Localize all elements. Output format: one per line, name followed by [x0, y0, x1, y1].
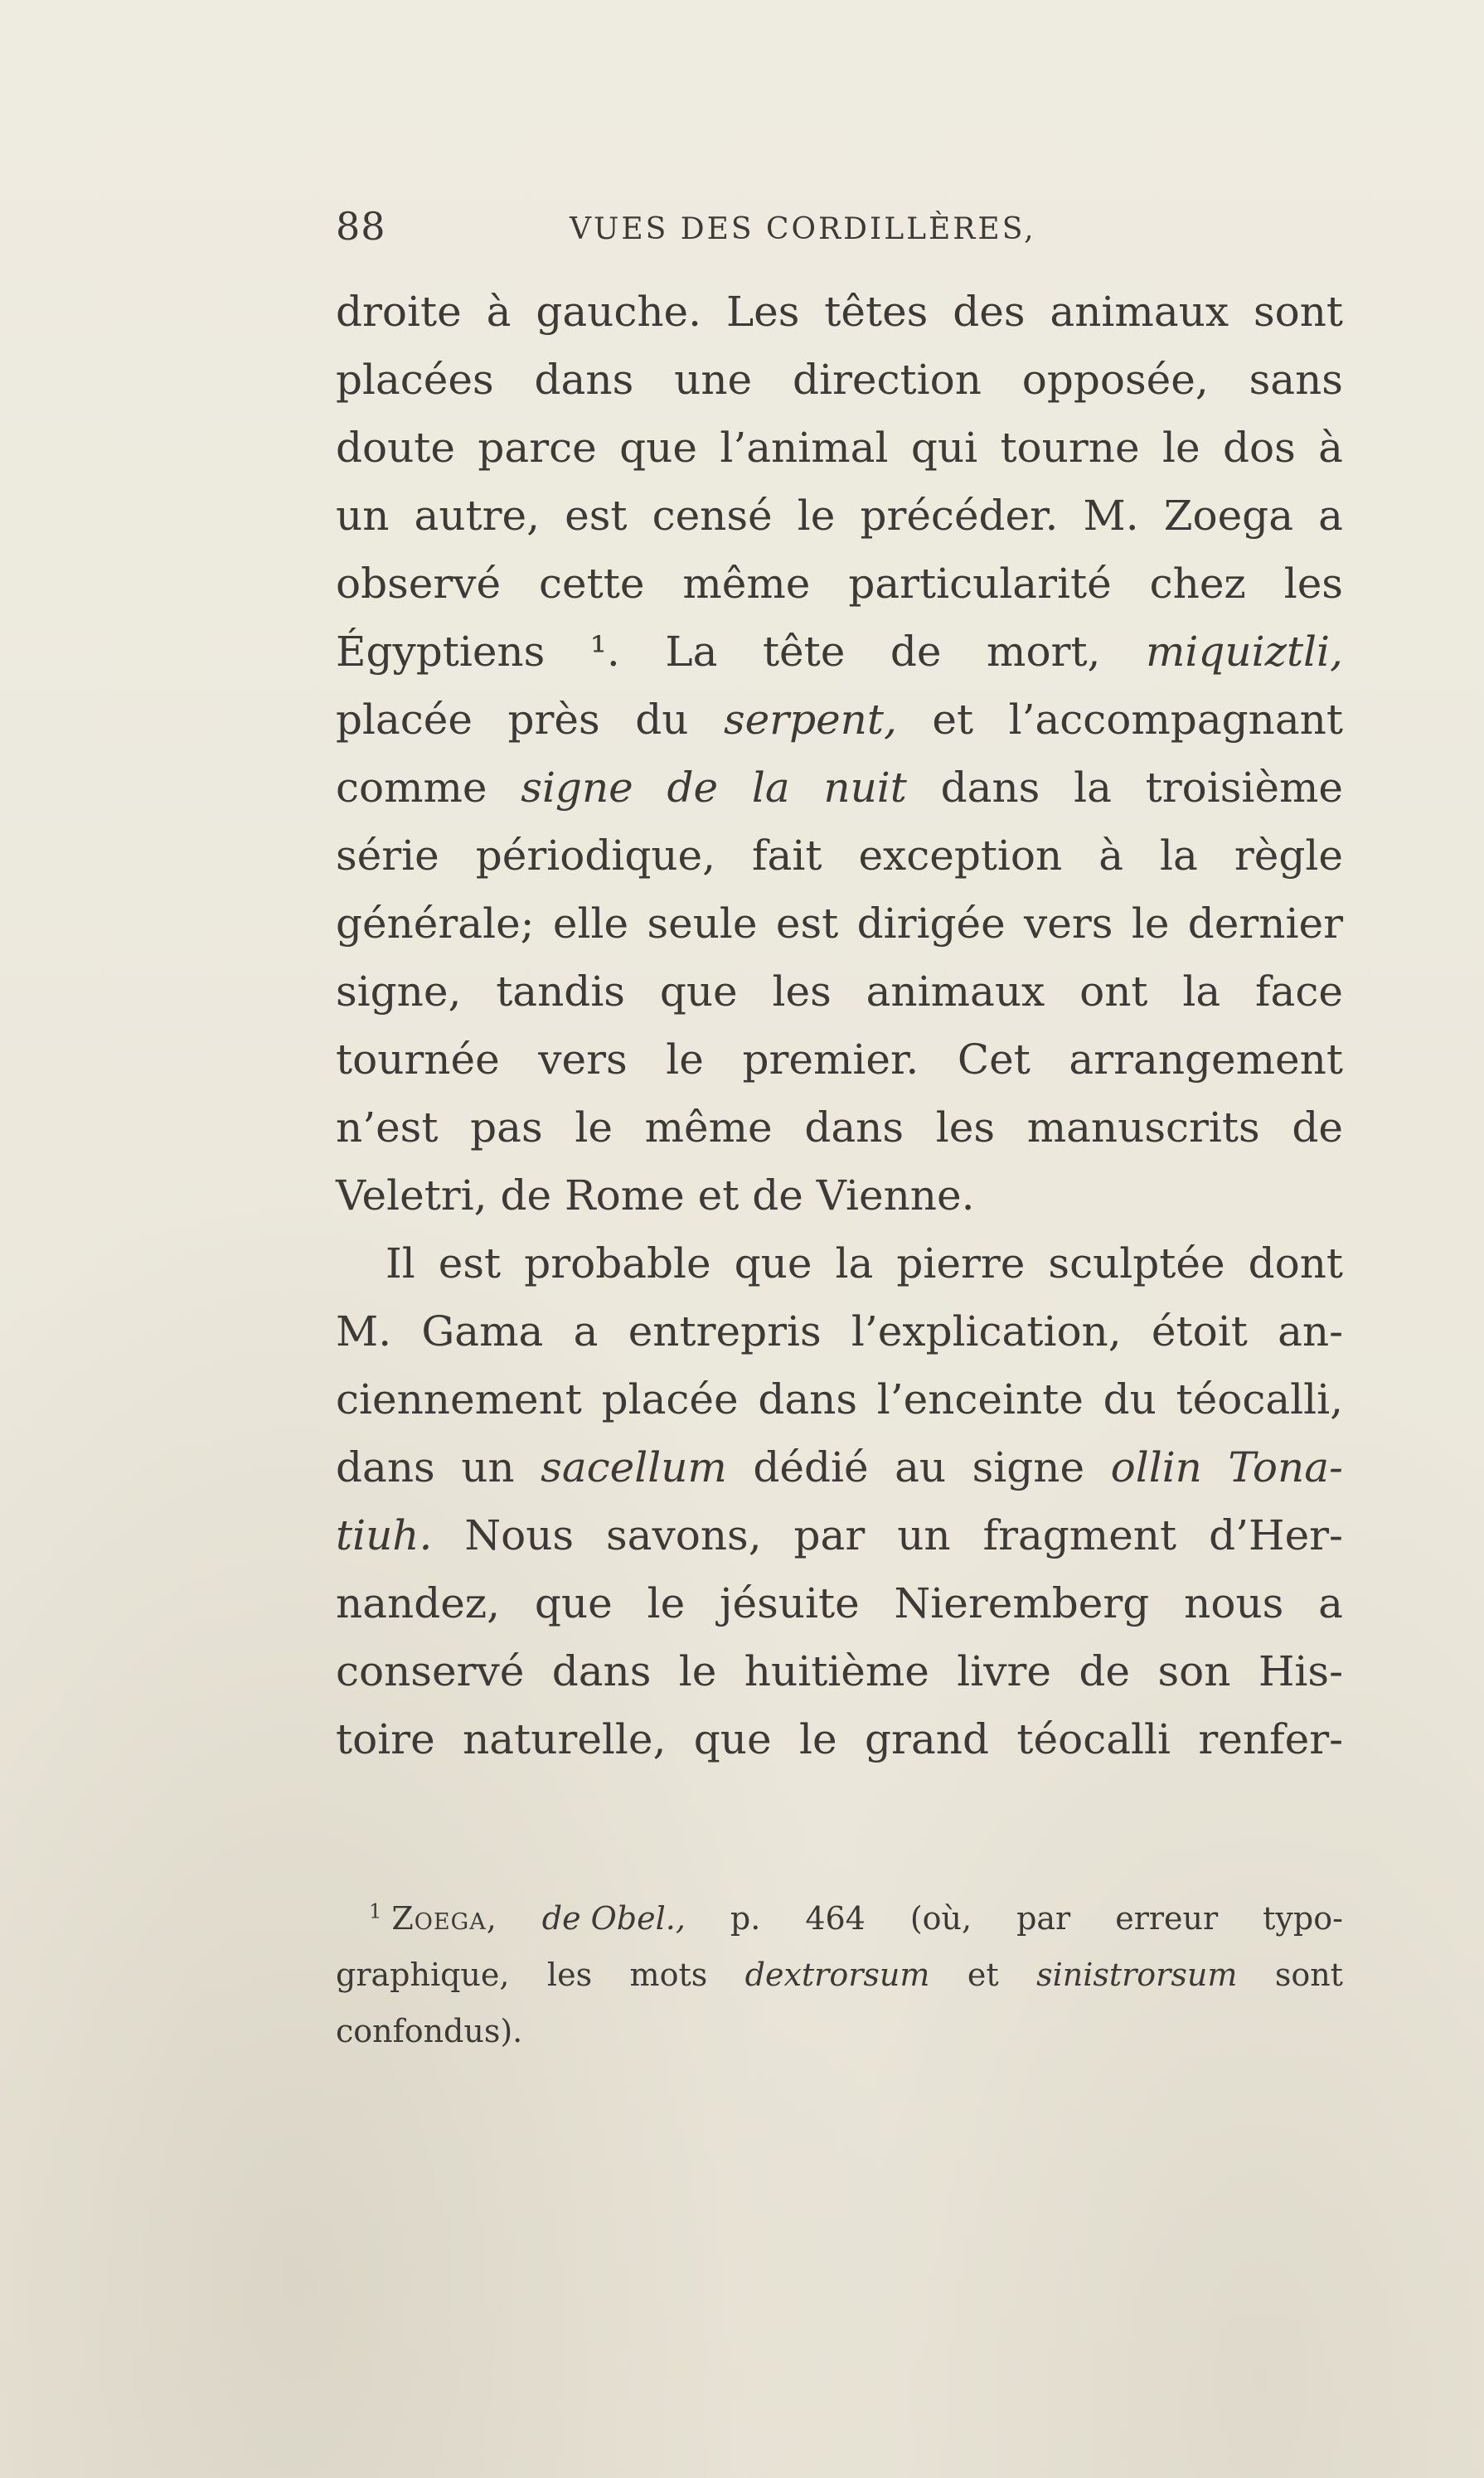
- text-line: Veletri, de Rome et de Vienne.: [336, 1171, 975, 1220]
- text-line: toire naturelle, que le grand téocalli renfer-: [336, 1715, 1343, 1763]
- text-line: Égyptiens ¹. La tête de mort, miquiztli,: [336, 618, 1343, 686]
- text-line: dans un sacellum dédié au signe ollin Tona-: [336, 1443, 1343, 1491]
- footnote-author: Zoega,: [391, 1900, 497, 1937]
- text-line: générale; elle seule est dirigée vers le dernier: [336, 900, 1343, 948]
- text-line: série périodique, fait exception à la règle: [336, 832, 1343, 880]
- text-line: n’est pas le même dans les manuscrits de: [336, 1103, 1343, 1152]
- text-line: signe, tandis que les animaux ont la face: [336, 967, 1343, 1016]
- text-line: M. Gama a entrepris l’explication, étoit an-: [336, 1307, 1343, 1355]
- footnote-ref[interactable]: ¹.: [589, 628, 620, 676]
- text-line: observé cette même particularité chez les: [336, 560, 1343, 608]
- footnote: [336, 1890, 1343, 2059]
- page-header: [336, 204, 1165, 262]
- text-line: nandez, que le jésuite Nieremberg nous a: [336, 1579, 1343, 1627]
- footnote-line: graphique, les mots dextrorsum et sinistrorsum sont: [336, 1957, 1343, 1993]
- running-head: VUES DES CORDILLÈRES,: [570, 212, 1036, 246]
- text-line: Il est probable que la pierre sculptée dont: [386, 1239, 1343, 1287]
- text-line: placée près du serpent, et l’accompagnant: [336, 696, 1343, 744]
- text-line: droite à gauche. Les têtes des animaux sont: [336, 288, 1343, 336]
- footnote-line: confondus).: [336, 2013, 523, 2049]
- text-line: placées dans une direction opposée, sans: [336, 356, 1343, 404]
- page-number: 88: [336, 204, 386, 249]
- footnote-marker: 1: [369, 1899, 382, 1923]
- main-text: [336, 278, 1343, 1773]
- footnote-line: $^1$ Zoega, de Obel., p. 464 (où, par erreur typo-: [369, 1899, 1343, 1937]
- text-line: un autre, est censé le précéder. M. Zoega a: [336, 492, 1343, 540]
- text-line: tournée vers le premier. Cet arrangement: [336, 1035, 1343, 1084]
- text-line: comme signe de la nuit dans la troisième: [336, 764, 1343, 812]
- text-line: ciennement placée dans l’enceinte du téocalli,: [336, 1375, 1343, 1423]
- text-line: tiuh. Nous savons, par un fragment d’Her-: [336, 1511, 1343, 1559]
- text-line: doute parce que l’animal qui tourne le dos à: [336, 424, 1343, 472]
- text-line: conservé dans le huitième livre de son His-: [336, 1647, 1343, 1695]
